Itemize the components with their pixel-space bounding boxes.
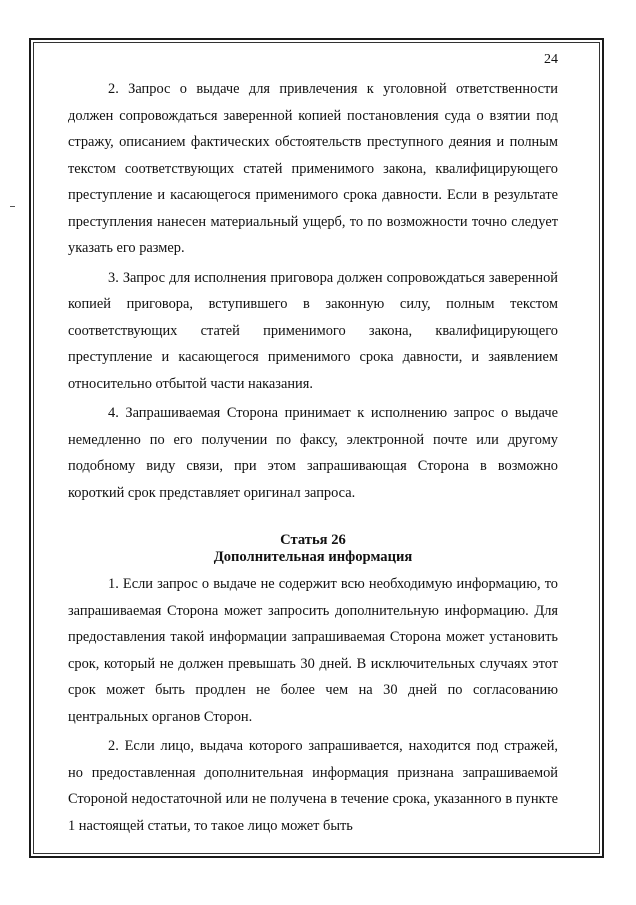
article-title: Дополнительная информация [213,549,413,565]
paragraph-request-sentence: 3. Запрос для исполнения приговора должен сопровождаться заверенной копией приговора, вступившего в законную силу, полным текстом соответствующих статей применимого закона, квалифицирующего преступление и касающегося применимого срока давности, и заявлением относительно отбытой части наказания. [68,269,558,392]
article-number: Статья 26 [280,532,346,548]
paragraph-request-fax: 4. Запрашиваемая Сторона принимает к исполнению запрос о выдаче немедленно по его получении по факсу, электронной почте или другому подобному виду связи, при этом запрашивающая Сторона в возможно короткий срок представляет оригинал запроса. [68,405,558,501]
paragraph-custody: 2. Если лицо, выдача которого запрашивается, находится под стражей, но предоставленная дополнительная информация признана запрашиваемой Стороной недостаточной или не получена в течение срока, указанного в пункте 1 настоящей статьи, то такое лицо может быть [68,738,558,834]
article-heading [68,532,558,566]
paragraph-additional-info: 1. Если запрос о выдаче не содержит всю необходимую информацию, то запрашиваемая Сторона может запросить дополнительную информацию. Для предоставления такой информации запрашиваемая Сторона может установить срок, который не должен превышать 30 дней. В исключительных случаях этот срок может быть продлен не более чем на 30 дней по согласованию центральных органов Сторон. [68,576,558,725]
paragraph-request-prosecution: 2. Запрос о выдаче для привлечения к уголовной ответственности должен сопровождаться заверенной копией постановления суда о взятии под стражу, описанием фактических обстоятельств преступного деяния и полным текстом соответствующих статей применимого закона, квалифицирующего преступление и касающегося применимого срока давности. Если в результате преступления нанесен материальный ущерб, то по возможности точно следует указать его размер. [68,81,558,256]
scan-artifact [10,206,15,207]
page-number: 24 [544,52,558,67]
document-body [68,76,558,839]
